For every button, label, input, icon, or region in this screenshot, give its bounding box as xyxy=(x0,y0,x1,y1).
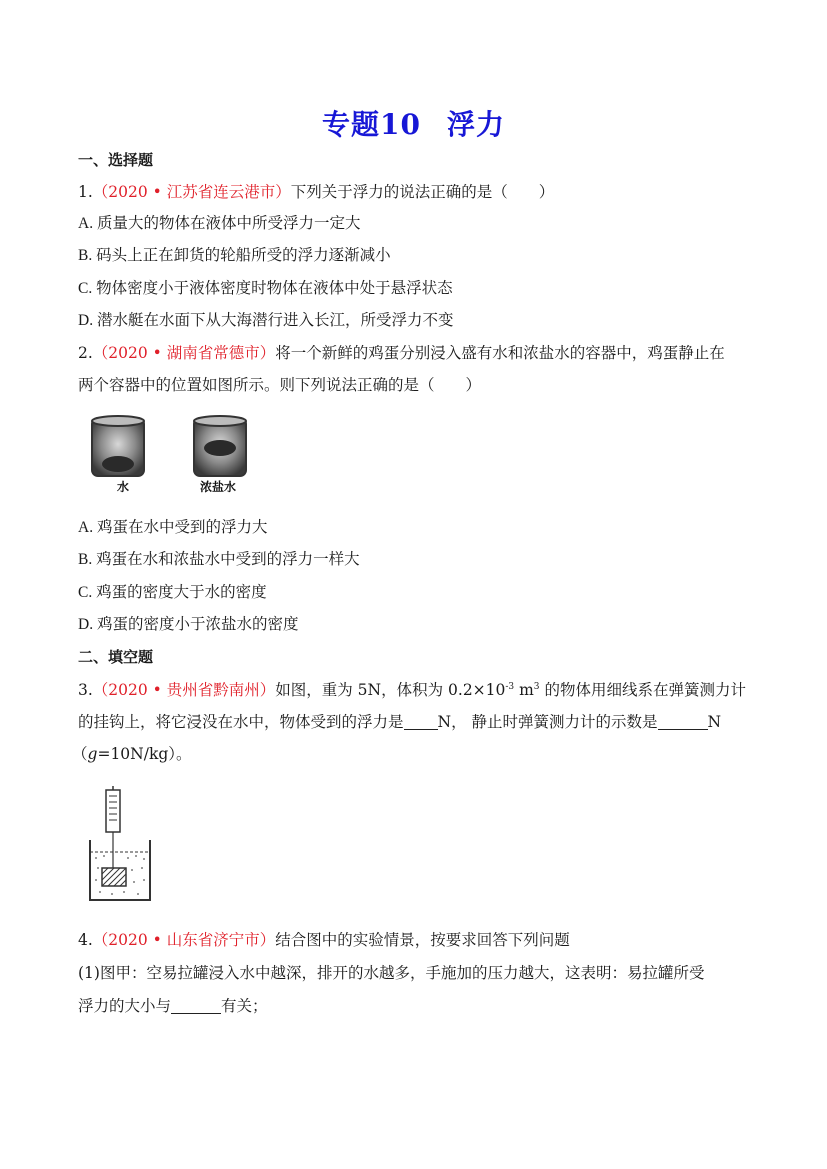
q1-option-c: C. 物体密度小于液体密度时物体在液体中处于悬浮状态 xyxy=(78,280,453,297)
q1-option-a: A. 质量大的物体在液体中所受浮力一定大 xyxy=(78,215,361,232)
section-heading-choice: 一、选择题 xyxy=(78,151,154,169)
q3-text: 的物体用细线系在弹簧测力计 xyxy=(539,681,746,699)
figure-label-water: 水 xyxy=(117,480,130,494)
question-3-stem-line3 xyxy=(72,744,192,764)
question-text: 将一个新鲜的鸡蛋分别浸入盛有水和浓盐水的容器中，鸡蛋静止在 xyxy=(275,344,725,362)
question-4-stem xyxy=(78,930,570,950)
question-3-stem-line1 xyxy=(78,680,746,700)
exponent: -3 xyxy=(505,682,515,692)
question-number: 2. xyxy=(78,344,93,362)
egg-beakers-figure xyxy=(84,412,264,494)
title-sub: 浮力 xyxy=(446,108,505,141)
question-4-part1-line2 xyxy=(78,996,268,1016)
q3-text: （ xyxy=(72,745,88,763)
spring-scale-figure xyxy=(84,786,164,904)
q3-text: 的挂钩上，将它浸没在水中，物体受到的浮力是 xyxy=(78,713,404,731)
q2-option-a: A. 鸡蛋在水中受到的浮力大 xyxy=(78,519,268,536)
egg-suspended xyxy=(204,440,236,456)
question-2-stem-line2: 两个容器中的位置如图所示。则下列说法正确的是（ ） xyxy=(78,376,482,394)
answer-blank[interactable] xyxy=(658,713,708,730)
figure-label-saltwater: 浓盐水 xyxy=(200,480,237,494)
g-symbol: g xyxy=(87,745,98,763)
q1-option-d: D. 潜水艇在水面下从大海潜行进入长江，所受浮力不变 xyxy=(78,312,454,329)
title-main: 专题10 xyxy=(322,108,421,141)
q2-option-c: C. 鸡蛋的密度大于水的密度 xyxy=(78,584,267,601)
exponent: 3 xyxy=(533,682,540,692)
question-source: （2020 • 山东省济宁市） xyxy=(92,931,276,949)
question-text: 下列关于浮力的说法正确的是（ ） xyxy=(290,183,555,201)
q2-option-b: B. 鸡蛋在水和浓盐水中受到的浮力一样大 xyxy=(78,551,360,568)
question-source: （2020 • 湖南省常德市） xyxy=(92,344,276,362)
q3-text: 如图，重为 5N，体积为 0.2×10 xyxy=(275,681,506,699)
question-source: （2020 • 江苏省连云港市） xyxy=(92,183,291,201)
q3-text: N， 静止时弹簧测力计的示数是 xyxy=(437,713,658,731)
answer-blank[interactable] xyxy=(171,997,221,1014)
question-1-stem xyxy=(78,182,554,202)
section-heading-fill: 二、填空题 xyxy=(78,648,154,666)
question-number: 3. xyxy=(78,681,93,699)
question-4-part1-line1: (1)图甲：空易拉罐浸入水中越深，排开的水越多，手施加的压力越大，这表明：易拉罐所受 xyxy=(78,964,705,982)
question-source: （2020 • 贵州省黔南州） xyxy=(92,681,276,699)
q4-text: 有关； xyxy=(221,997,268,1015)
q2-option-d: D. 鸡蛋的密度小于浓盐水的密度 xyxy=(78,616,299,633)
question-text: 结合图中的实验情景，按要求回答下列问题 xyxy=(275,931,570,949)
q3-text: m xyxy=(514,681,534,699)
answer-blank[interactable] xyxy=(404,713,438,730)
page-title xyxy=(0,103,827,143)
question-3-stem-line2 xyxy=(78,712,721,732)
egg-at-bottom xyxy=(102,456,134,472)
beaker-rim xyxy=(92,416,144,426)
question-2-stem-line1 xyxy=(78,343,725,363)
q3-text: =10N/kg）。 xyxy=(97,745,192,763)
question-number: 1. xyxy=(78,183,93,201)
question-number: 4. xyxy=(78,931,93,949)
q3-text: N xyxy=(707,713,722,731)
q1-option-b: B. 码头上正在卸货的轮船所受的浮力逐渐减小 xyxy=(78,247,391,264)
beaker-rim xyxy=(194,416,246,426)
q4-text: 浮力的大小与 xyxy=(78,997,172,1015)
